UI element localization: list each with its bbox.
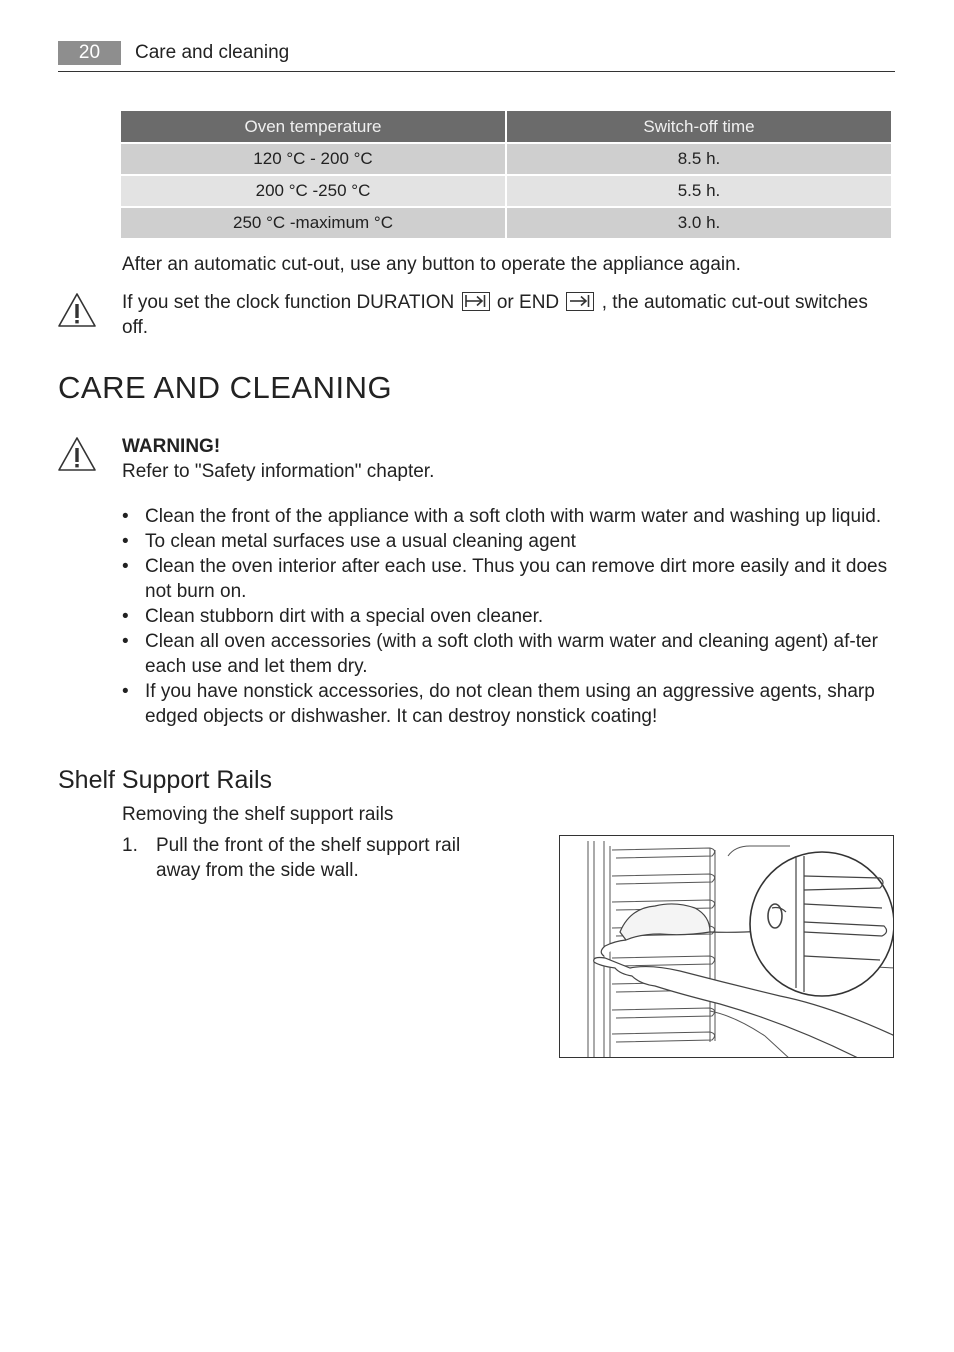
list-item: [122, 529, 892, 554]
warning-text: Refer to "Safety information" chapter.: [122, 461, 435, 482]
table-cell: 120 °C - 200 °C: [121, 144, 505, 174]
table-cell: 8.5 h.: [507, 144, 891, 174]
subsection-title: Shelf Support Rails: [58, 766, 273, 794]
bullet-icon: •: [122, 631, 129, 652]
table-header-cell: Oven temperature: [121, 111, 505, 142]
bullet-icon: •: [122, 681, 129, 702]
procedure-title: Removing the shelf support rails: [122, 804, 394, 825]
bullet-icon: •: [122, 506, 129, 527]
note-part-1: If you set the clock function DURATION: [122, 292, 455, 313]
note-part-2: or END: [496, 292, 560, 313]
cutout-table: [119, 109, 893, 240]
table-cell: 200 °C -250 °C: [121, 176, 505, 206]
bullet-icon: •: [122, 531, 129, 552]
table-row: [121, 144, 891, 174]
list-item: [122, 554, 892, 604]
duration-arrow-icon: [462, 292, 490, 311]
list-item-text: Clean stubborn dirt with a special oven cleaner.: [145, 606, 544, 627]
section-title: CARE AND CLEANING: [58, 370, 393, 405]
list-item-text: If you have nonstick accessories, do not clean them using an aggressive agents, sharp edged objects or dishwasher. It can destroy nonstick coating!: [145, 681, 875, 727]
list-item-text: To clean metal surfaces use a usual cleaning agent: [145, 531, 576, 552]
bullet-icon: •: [122, 556, 129, 577]
list-item: [122, 629, 892, 679]
procedure-step: [122, 833, 492, 883]
list-item: [122, 679, 892, 729]
cleaning-instructions-list: [122, 504, 892, 729]
page-number: 20: [58, 41, 121, 65]
list-item-text: Clean the front of the appliance with a soft cloth with warm water and washing up liquid.: [145, 506, 882, 527]
list-item: [122, 504, 892, 529]
after-table-text: After an automatic cut-out, use any button to operate the appliance again.: [122, 254, 741, 275]
warning-triangle-icon: [57, 292, 97, 328]
step-number: 1.: [122, 835, 138, 856]
page-header: [58, 40, 895, 72]
warning-triangle-icon: [57, 436, 97, 472]
note-part-3: , the automatic cut-out switches: [601, 292, 868, 313]
table-row: [121, 208, 891, 238]
table-row: [121, 176, 891, 206]
table-header-cell: Switch-off time: [507, 111, 891, 142]
list-item-text: Clean all oven accessories (with a soft cloth with warm water and cleaning agent) af-ter each use and let them dry.: [145, 631, 878, 677]
end-arrow-icon: [566, 292, 594, 311]
table-cell: 250 °C -maximum °C: [121, 208, 505, 238]
note-part-4: off.: [122, 317, 149, 338]
shelf-rail-drawing: [560, 836, 894, 1058]
table-header-row: [121, 111, 891, 142]
bullet-icon: •: [122, 606, 129, 627]
table-cell: 3.0 h.: [507, 208, 891, 238]
running-title: Care and cleaning: [135, 42, 290, 63]
list-item: [122, 604, 892, 629]
table-cell: 5.5 h.: [507, 176, 891, 206]
note-text: [122, 290, 894, 340]
list-item-text: Clean the oven interior after each use. Thus you can remove dirt more easily and it does not burn on.: [145, 556, 888, 602]
warning-title: WARNING!: [122, 436, 221, 457]
shelf-rail-illustration: [559, 835, 894, 1058]
step-text: Pull the front of the shelf support rail away from the side wall.: [156, 835, 461, 881]
